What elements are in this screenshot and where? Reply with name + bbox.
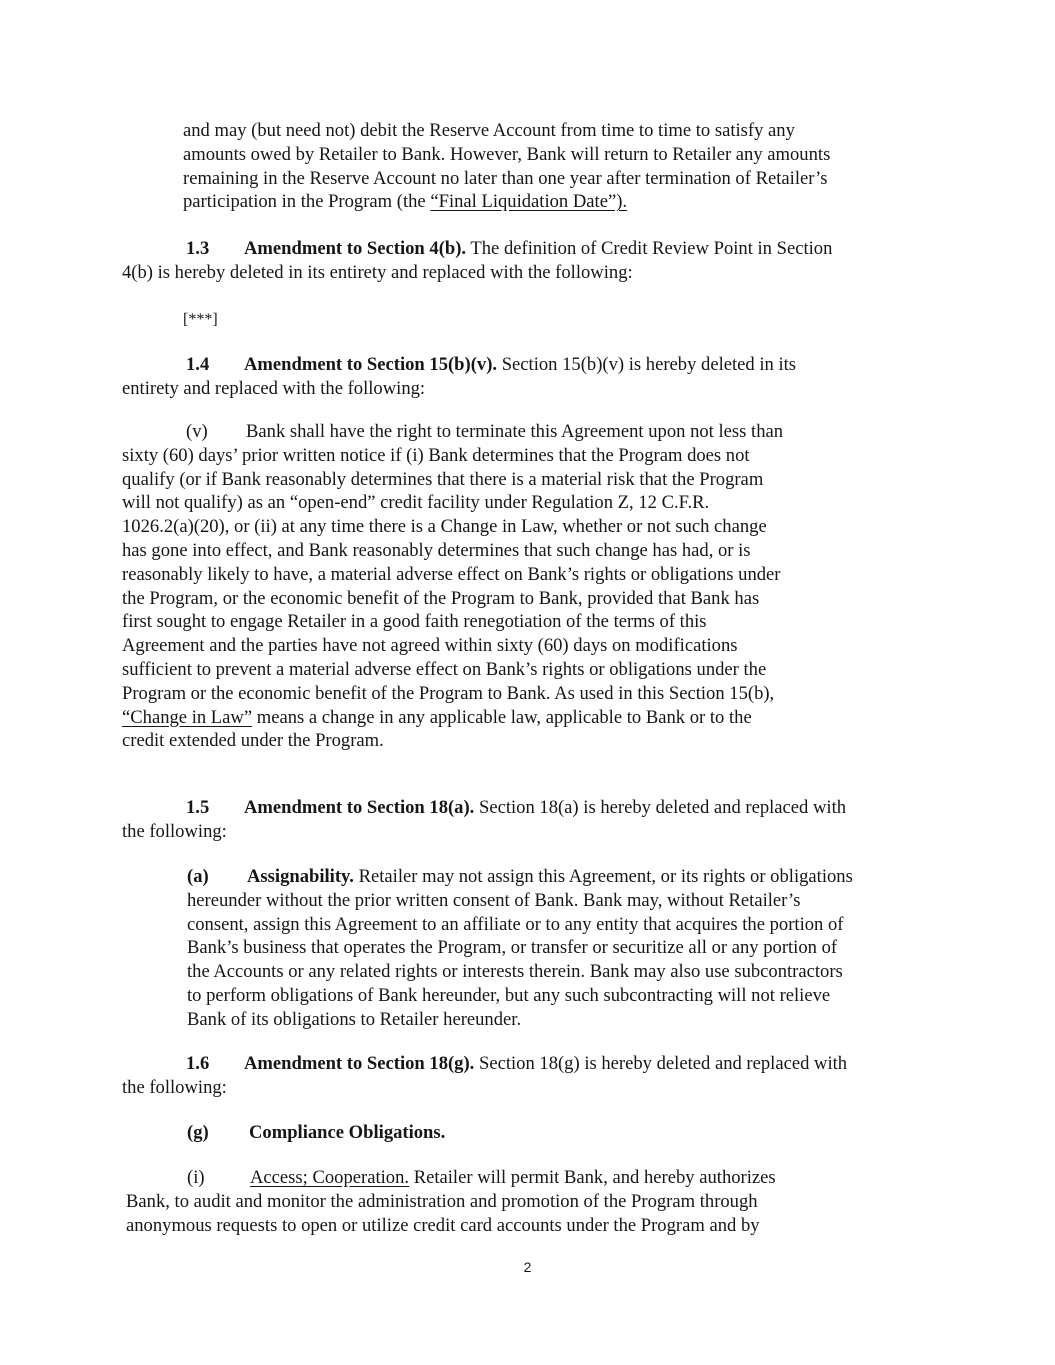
section-heading-line	[122, 796, 846, 820]
subsection-label: (i)	[187, 1167, 205, 1188]
text-line: the Accounts or any related rights or interests therein. Bank may also use subcontractors	[187, 961, 843, 983]
text-line: the Program, or the economic benefit of the Program to Bank, provided that Bank has	[122, 587, 760, 609]
text-line: qualify (or if Bank reasonably determines that there is a material risk that the Program	[122, 468, 764, 490]
subsection-label: (v)	[186, 421, 208, 442]
section-1-6	[122, 1052, 847, 1100]
section-number: 1.3	[186, 238, 210, 259]
text-line: Bank, to audit and monitor the administration and promotion of the Program through	[126, 1190, 758, 1212]
text-line: consent, assign this Agreement to an affiliate or to any entity that acquires the portion of	[187, 913, 844, 935]
text-line: sufficient to prevent a material adverse effect on Bank’s rights or obligations under the	[122, 658, 767, 680]
subsection-first-line	[126, 1166, 776, 1190]
text-line: remaining in the Reserve Account no later than one year after termination of Retailer’s	[183, 167, 828, 189]
defined-term-access-cooperation: Access; Cooperation.	[250, 1167, 410, 1188]
text-line: 1026.2(a)(20), or (ii) at any time there is a Change in Law, whether or not such change	[122, 516, 767, 538]
section-1-3	[122, 237, 832, 285]
text-line: hereunder without the prior written consent of Bank. Bank may, without Retailer’s	[187, 889, 801, 911]
section-heading-line	[122, 1052, 847, 1076]
text-line: to perform obligations of Bank hereunder, but any such subcontracting will not relieve	[187, 984, 831, 1006]
text-line: sixty (60) days’ prior written notice if (i) Bank determines that the Program does not	[122, 444, 750, 466]
subsection-text: Retailer may not assign this Agreement, or its rights or obligations	[353, 866, 853, 887]
section-text-line: the following:	[122, 820, 227, 842]
subsection-g-heading	[187, 1121, 445, 1145]
section-1-5	[122, 796, 846, 844]
continuation-paragraph	[183, 119, 830, 214]
section-heading-line	[122, 237, 832, 261]
subsection-first-line	[187, 865, 853, 889]
subsection-label: (g)	[187, 1122, 209, 1143]
text-line: Bank of its obligations to Retailer hereunder.	[187, 1008, 522, 1030]
subsection-v	[122, 420, 783, 753]
subsection-a	[187, 865, 853, 1032]
section-text-line: the following:	[122, 1076, 227, 1098]
section-title: Amendment to Section 4(b).	[244, 238, 467, 259]
text-line: first sought to engage Retailer in a good faith renegotiation of the terms of this	[122, 611, 707, 633]
section-text-line: entirety and replaced with the following:	[122, 377, 426, 399]
section-number: 1.4	[186, 354, 210, 375]
subsection-text: Bank shall have the right to terminate this Agreement upon not less than	[246, 421, 784, 442]
text-line: Agreement and the parties have not agreed within sixty (60) days on modifications	[122, 635, 738, 657]
text-line: has gone into effect, and Bank reasonably determines that such change has had, or is	[122, 539, 751, 561]
text-fragment: participation in the Program (the	[183, 191, 431, 213]
subsection-title: Compliance Obligations.	[249, 1122, 446, 1143]
redacted-text: [***]	[183, 311, 218, 328]
section-text: The definition of Credit Review Point in Section	[466, 238, 833, 259]
section-number: 1.5	[186, 797, 210, 818]
section-title: Amendment to Section 15(b)(v).	[244, 354, 498, 375]
defined-term-change-in-law: “Change in Law”	[122, 706, 253, 728]
section-text-line: 4(b) is hereby deleted in its entirety and replaced with the following:	[122, 261, 633, 283]
section-title: Amendment to Section 18(g).	[244, 1053, 475, 1074]
section-text: Section 15(b)(v) is hereby deleted in its	[497, 354, 797, 375]
subsection-heading-line	[187, 1121, 445, 1145]
page-number: 2	[523, 1259, 532, 1275]
subsection-g-i	[126, 1166, 776, 1237]
section-text: Section 18(a) is hereby deleted and replaced with	[474, 797, 847, 818]
subsection-first-line	[122, 420, 783, 444]
text-line: anonymous requests to open or utilize credit card accounts under the Program and by	[126, 1214, 760, 1236]
text-fragment: means a change in any applicable law, applicable to Bank or to the	[252, 706, 752, 728]
text-line: Bank’s business that operates the Program, or transfer or securitize all or any portion of	[187, 937, 838, 959]
text-line: reasonably likely to have, a material adverse effect on Bank’s rights or obligations under	[122, 563, 781, 585]
subsection-title: Assignability.	[247, 866, 354, 887]
subsection-text: Retailer will permit Bank, and hereby authorizes	[409, 1167, 776, 1188]
text-line: credit extended under the Program.	[122, 730, 384, 752]
defined-term-final-liquidation-date: “Final Liquidation Date”).	[430, 191, 628, 213]
text-line: amounts owed by Retailer to Bank. However, Bank will return to Retailer any amounts	[183, 143, 831, 165]
section-number: 1.6	[186, 1053, 210, 1074]
section-title: Amendment to Section 18(a).	[244, 797, 475, 818]
section-1-4	[122, 353, 796, 401]
section-text: Section 18(g) is hereby deleted and replaced with	[474, 1053, 848, 1074]
text-line: Program or the economic benefit of the Program to Bank. As used in this Section 15(b),	[122, 682, 775, 704]
subsection-label: (a)	[187, 866, 209, 887]
section-heading-line	[122, 353, 796, 377]
text-line	[183, 190, 830, 214]
text-line	[122, 706, 783, 730]
text-line: and may (but need not) debit the Reserve Account from time to time to satisfy any	[183, 120, 795, 141]
text-line: will not qualify) as an “open-end” credit facility under Regulation Z, 12 C.F.R.	[122, 492, 710, 514]
